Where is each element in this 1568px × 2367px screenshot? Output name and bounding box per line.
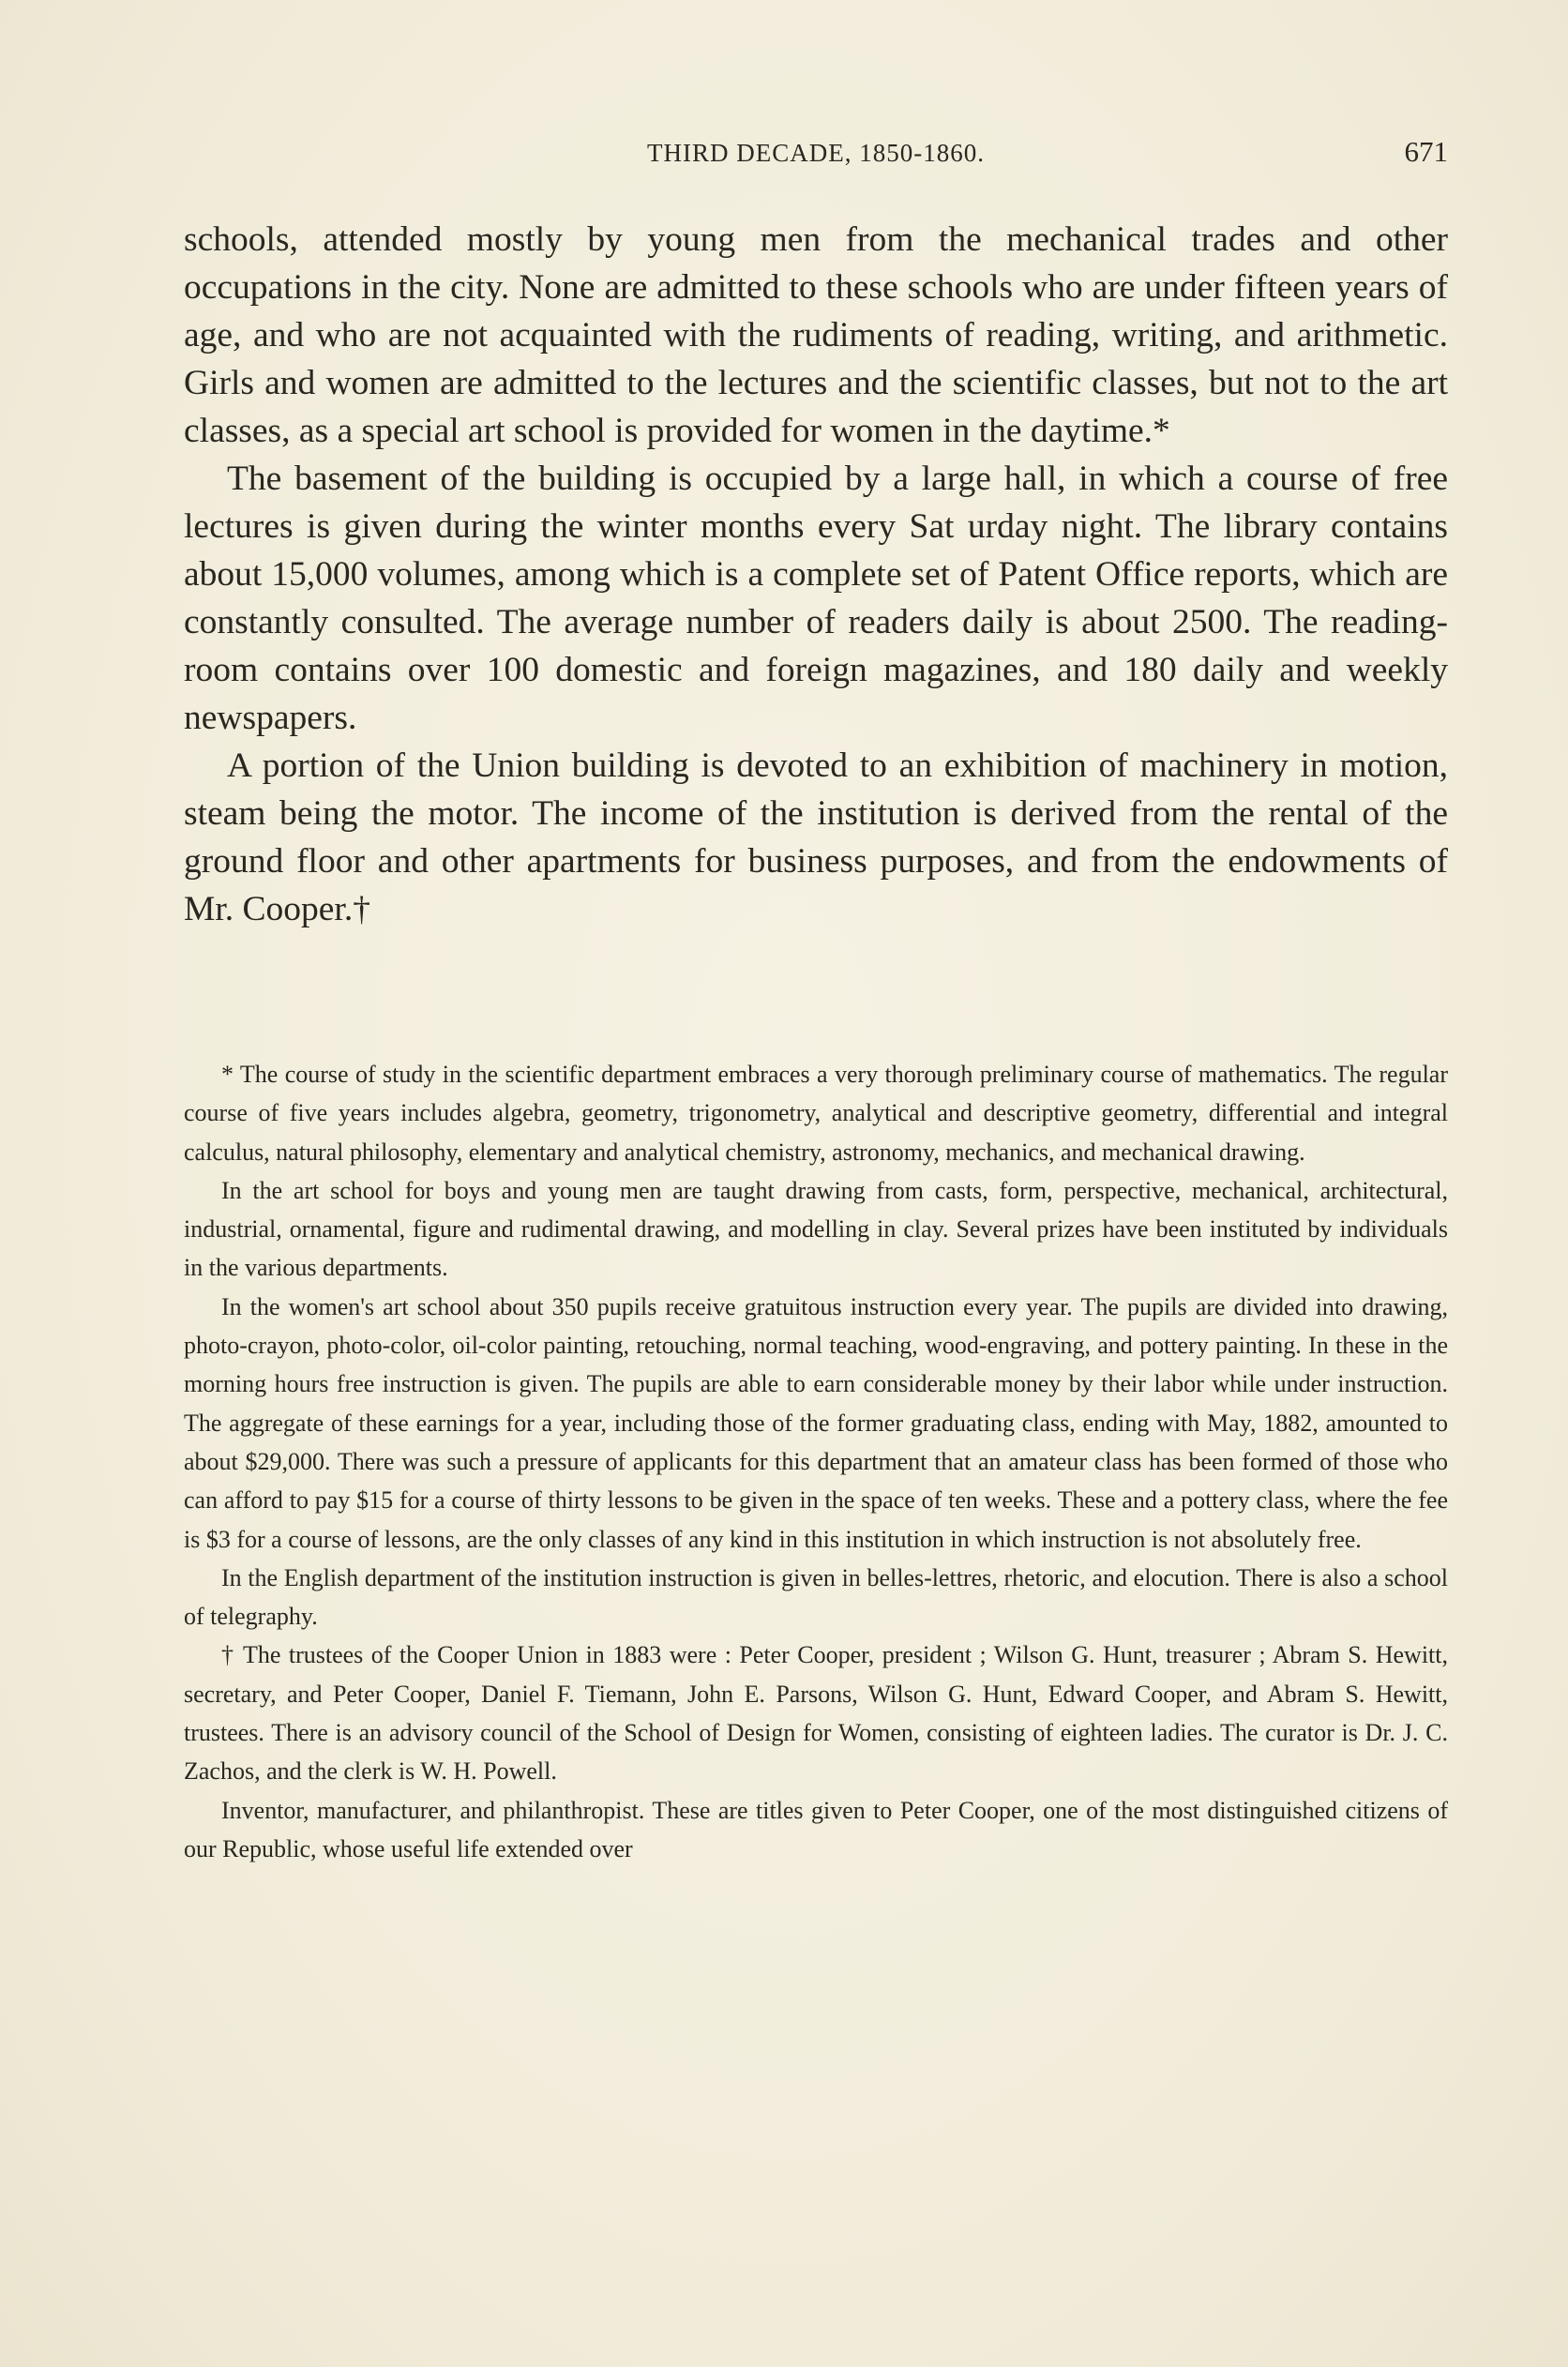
footnote-paragraph: † The trustees of the Cooper Union in 1883 were : Peter Cooper, president ; Wilson G. Hunt, treasurer ; Abram S. Hewitt, secretary, and Peter Cooper, Daniel F. Tiemann, John E. Parsons, Wilson G. Hunt, Edward Cooper, and Abram S. Hewitt, trustees. There is an advisory council of the School of Design for Women, consisting of eighteen ladies. The curator is Dr. J. C. Zachos, and the clerk is W. H. Powell. bbox=[184, 1641, 1448, 1786]
body-text bbox=[184, 216, 1448, 933]
footnote-paragraph: Inventor, manufacturer, and philanthropist. These are titles given to Peter Cooper, one of the most distinguished citizens of our Republic, whose useful life extended over bbox=[184, 1796, 1448, 1862]
footnote-paragraph: In the English department of the institution instruction is given in belles-lettres, rhetoric, and elocution. There is also a school of telegraphy. bbox=[184, 1563, 1448, 1631]
page-header bbox=[184, 135, 1448, 173]
body-paragraph: A portion of the Union building is devoted to an exhibition of machinery in motion, steam being the motor. The income of the institution is derived from the rental of the ground floor and other apartments for business purposes, and from the endowments of Mr. Cooper.† bbox=[184, 746, 1448, 928]
footnote-paragraph: In the art school for boys and young men are taught drawing from casts, form, perspective, mechanical, architectural, industrial, ornamental, figure and rudimental drawing, and modelling in clay. Several prizes have been instituted by individuals in the various departments. bbox=[184, 1176, 1448, 1282]
footnote-paragraph: * The course of study in the scientific department embraces a very thorough preliminary course of mathematics. The regular course of five years includes algebra, geometry, trigonometry, analytical and descriptive geometry, differential and integral calculus, natural philosophy, elementary and analytical chemistry, astronomy, mechanics, and mechanical drawing. bbox=[184, 1061, 1448, 1166]
footnote-paragraph: In the women's art school about 350 pupils receive gratuitous instruction every year. The pupils are divided into drawing, photo-crayon, photo-color, oil-color painting, retouching, normal teaching, wood-engraving, and pottery painting. In these in the morning hours free instruction is given. The pupils are able to earn considerable money by their labor while under instruction. The aggregate of these earnings for a year, including those of the former graduating class, ending with May, 1882, amounted to about $29,000. There was such a pressure of applicants for this department that an amateur class has been formed of those who can afford to pay $15 for a course of thirty lessons to be given in the space of ten weeks. These and a pottery class, where the fee is $3 for a course of lessons, are the only classes of any kind in this institution in which instruction is not absolutely free. bbox=[184, 1292, 1448, 1553]
footnotes bbox=[184, 1055, 1448, 1868]
page-number: 671 bbox=[1404, 135, 1448, 168]
body-paragraph: The basement of the building is occupied by a large hall, in which a course of free lectures is given during the winter months every Sat urday night. The library contains about 15,000 volumes, among which is a complete set of Patent Office reports, which are constantly consulted. The average number of readers daily is about 2500. The reading-room contains over 100 domestic and foreign magazines, and 180 daily and weekly newspapers. bbox=[184, 460, 1448, 737]
body-paragraph: schools, attended mostly by young men from the mechanical trades and other occupations in the city. None are admitted to these schools who are under fifteen years of age, and who are not acquainted with the rudiments of reading, writing, and arithmetic. Girls and women are admitted to the lectures and the scientific classes, but not to the art classes, as a special art school is provided for women in the daytime.* bbox=[184, 220, 1448, 450]
running-head: THIRD DECADE, 1850-1860. bbox=[647, 139, 985, 167]
